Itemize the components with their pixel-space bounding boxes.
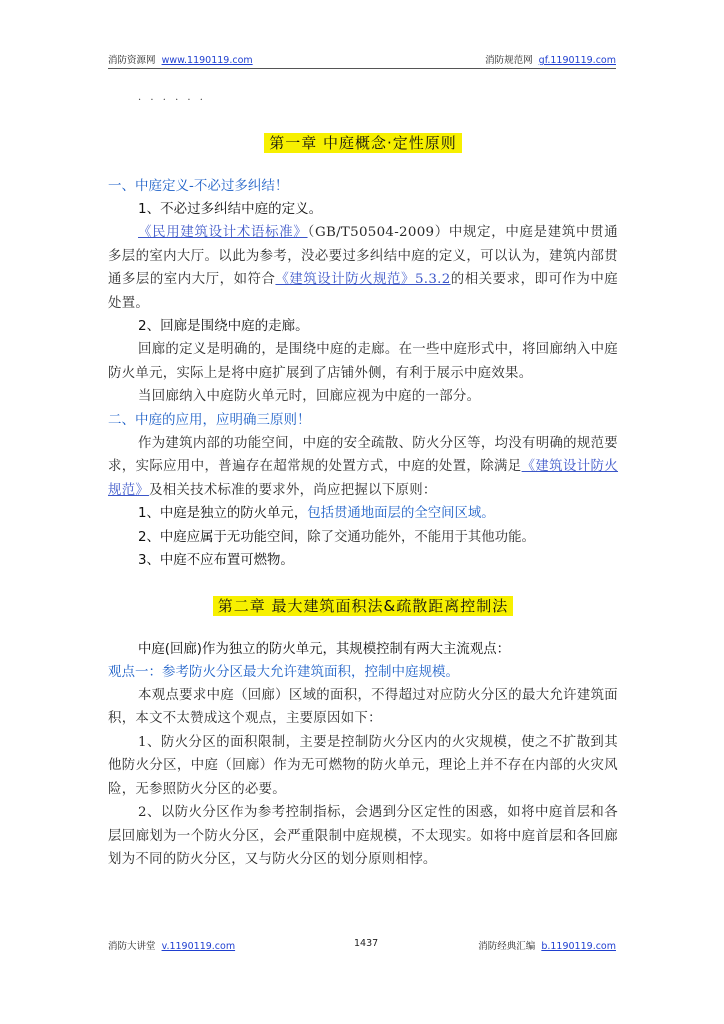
header-right-link[interactable]: gf.1190119.com: [538, 55, 616, 66]
principle-1-lead: 1、中庭是独立的防火单元，: [138, 506, 308, 521]
section1-para3: 当回廊纳入中庭防火单元时，回廊应视为中庭的一部分。: [138, 389, 481, 404]
chapter2-para1: 本观点要求中庭（回廊）区域的面积，不得超过对应防火分区的最大允许建筑面积，本文不太赞成这个观点，主要原因如下：: [108, 687, 618, 726]
fire-code-reference-link[interactable]: 《建筑设计防火规范》5.3.2: [275, 272, 451, 287]
footer-right-link[interactable]: b.1190119.com: [541, 941, 616, 952]
principle-1-detail: 包括贯通地面层的全空间区域。: [307, 506, 495, 521]
chapter1-title-text: 第一章 中庭概念·定性原则: [264, 133, 462, 153]
section1-para2: 回廊的定义是明确的，是围绕中庭的走廊。在一些中庭形式中，将回廊纳入中庭防火单元，实际上是将中庭扩展到了店铺外侧，有利于展示中庭效果。: [108, 342, 618, 381]
header-left-link[interactable]: www.1190119.com: [161, 55, 253, 66]
standard-reference-link[interactable]: 《民用建筑设计术语标准》: [138, 225, 308, 240]
footer-right-label: 消防经典汇编: [478, 941, 536, 952]
footer-left-label: 消防大讲堂: [108, 941, 156, 952]
principle-2-lead: 2、中庭应属于无功能空间，: [138, 529, 308, 545]
section1-item2: 2、回廊是围绕中庭的走廊。: [138, 318, 309, 334]
viewpoint-1-heading: 观点一：参考防火分区最大允许建筑面积，控制中庭规模。: [108, 663, 459, 680]
principle-2-detail: 除了交通功能外，不能用于其他功能。: [307, 529, 535, 545]
leader-dots: · · · · · ·: [138, 95, 206, 106]
page-header: [108, 52, 616, 69]
principle-2: [108, 526, 618, 550]
footer-right: [478, 938, 616, 952]
footer-left: [108, 938, 235, 952]
section2-heading: 二、中庭的应用，应明确三原则！: [108, 411, 311, 428]
section1-para1-text-b: 的相关要求，即可作为中庭处置。: [108, 272, 618, 311]
footer-left-link[interactable]: v.1190119.com: [161, 941, 236, 952]
chapter2-para2: 1、防火分区的面积限制，主要是控制防火分区内的火灾规模，使之不扩散到其他防火分区，中庭（回廊）作为无可燃物的防火单元，理论上并不存在内部的火灾风险，无参照防火分区的必要。: [108, 734, 618, 797]
page-body: [108, 96, 618, 872]
section2-para1-text-b: 及相关技术标准的要求外，尚应把握以下原则：: [149, 482, 437, 498]
section2-para1: [108, 432, 618, 503]
header-right: [485, 52, 616, 66]
chapter1-title: [108, 132, 618, 153]
fire-code-reference-link-2[interactable]: 《建筑设计防火规范》: [108, 459, 619, 498]
header-left: [108, 52, 253, 66]
page-footer: [108, 938, 616, 952]
section1-item1: 1、不必过多纠结中庭的定义。: [138, 201, 323, 217]
page-number: 1437: [354, 938, 379, 949]
header-right-label: 消防规范网: [485, 55, 533, 66]
chapter2-title: [108, 595, 618, 616]
principle-1: [108, 502, 618, 526]
header-left-label: 消防资源网: [108, 55, 156, 66]
section2-para1-text-a: 作为建筑内部的功能空间，中庭的安全疏散、防火分区等，均没有明确的规范要求，实际应用中，普遍存在超常规的处置方式，中庭的处置，除满足: [108, 435, 618, 474]
section1-para1-text-a: （GB/T50504-2009）中规定，中庭是建筑中贯通多层的室内大厅。以此为参考，没必要过多纠结中庭的定义，可以认为，建筑内部贯通多层的室内大厅，如符合: [108, 225, 618, 287]
section1-para1: [108, 221, 618, 315]
chapter2-para3: 2、以防火分区作为参考控制指标，会遇到分区定性的困惑，如将中庭首层和各层回廊划为一个防火分区，会严重限制中庭规模，不太现实。如将中庭首层和各回廊划为不同的防火分区，又与防火分区的划分原则相悖。: [108, 805, 618, 867]
section1-heading: 一、中庭定义-不必过多纠结！: [108, 178, 289, 194]
chapter2-title-text: 第二章 最大建筑面积法&疏散距离控制法: [213, 596, 513, 616]
principle-3: 3、中庭不应布置可燃物。: [138, 553, 294, 568]
chapter2-lead: 中庭(回廊)作为独立的防火单元，其规模控制有两大主流观点：: [138, 641, 510, 657]
